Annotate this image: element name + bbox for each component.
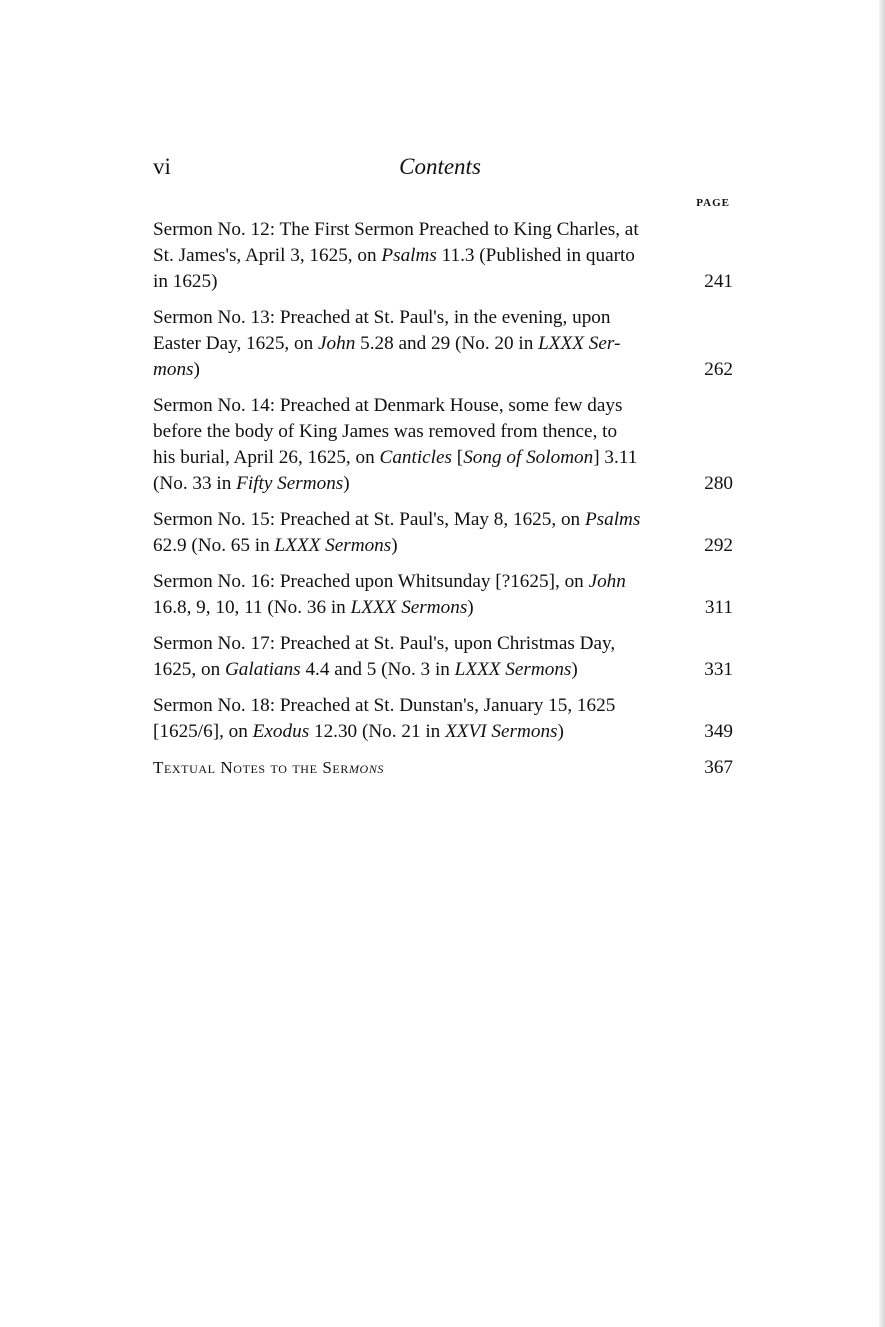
toc-entry — [153, 507, 733, 559]
toc-entry-line: Sermon No. 12: The First Sermon Preached to King Charles, at — [153, 219, 639, 240]
toc-entry-page-number: 241 — [704, 271, 733, 292]
table-of-contents — [153, 217, 733, 791]
toc-entry — [153, 693, 733, 745]
toc-entry-line: 16.8, 9, 10, 11 (No. 36 in LXXX Sermons) — [153, 597, 474, 618]
toc-entry — [153, 305, 733, 383]
toc-entry-line: 62.9 (No. 65 in LXXX Sermons) — [153, 535, 398, 556]
toc-entry-line: Sermon No. 13: Preached at St. Paul's, in the evening, upon — [153, 307, 611, 328]
toc-entry-line: 1625, on Galatians 4.4 and 5 (No. 3 in LXXX Sermons) — [153, 659, 578, 680]
toc-entry — [153, 393, 733, 497]
toc-entry-title — [153, 393, 704, 497]
toc-entry-title — [153, 305, 704, 383]
page-edge-shadow — [879, 0, 885, 1327]
toc-entry — [153, 569, 733, 621]
toc-entry-line: [1625/6], on Exodus 12.30 (No. 21 in XXVI Sermons) — [153, 721, 564, 742]
toc-entry-page-number: 311 — [704, 597, 733, 618]
toc-entry-line: before the body of King James was removed from thence, to — [153, 421, 618, 442]
toc-entry-page-number: 292 — [704, 535, 733, 556]
toc-entry-page-number: 331 — [704, 659, 733, 680]
toc-entry-page-number: 280 — [704, 473, 733, 494]
toc-entry-line: Sermon No. 14: Preached at Denmark House, some few days — [153, 395, 623, 416]
toc-entry-line: in 1625) — [153, 271, 218, 292]
toc-entry-page-number: 262 — [704, 359, 733, 380]
toc-entry — [153, 217, 733, 295]
toc-entry-line: his burial, April 26, 1625, on Canticles [Song of Solomon] 3.11 — [153, 447, 638, 468]
toc-entry-title — [153, 217, 704, 295]
toc-entry-title — [153, 507, 704, 559]
page-title: Contents — [399, 154, 481, 179]
toc-entry-page-number: 367 — [704, 757, 733, 778]
toc-entry — [153, 631, 733, 683]
toc-entry-title — [153, 569, 704, 621]
toc-entry-line: Sermon No. 18: Preached at St. Dunstan's, January 15, 1625 — [153, 695, 616, 716]
toc-entry-title — [153, 755, 704, 781]
toc-entry — [153, 755, 733, 781]
toc-entry-line: mons) — [153, 359, 200, 380]
toc-entry-line: St. James's, April 3, 1625, on Psalms 11.3 (Published in quarto — [153, 245, 635, 266]
toc-entry-title — [153, 693, 704, 745]
toc-entry-page-number: 349 — [704, 721, 733, 742]
page-column-label: PAGE — [696, 197, 730, 209]
toc-entry-line: Sermon No. 16: Preached upon Whitsunday [?1625], on John — [153, 571, 626, 592]
toc-entry-line: Easter Day, 1625, on John 5.28 and 29 (No. 20 in LXXX Ser- — [153, 333, 621, 354]
page-number: vi — [153, 154, 171, 179]
toc-entry-line: (No. 33 in Fifty Sermons) — [153, 473, 350, 494]
toc-entry-line: Sermon No. 15: Preached at St. Paul's, May 8, 1625, on Psalms — [153, 509, 641, 530]
toc-entry-line: Sermon No. 17: Preached at St. Paul's, upon Christmas Day, — [153, 633, 616, 654]
toc-entry-line: Textual Notes to the Sermons — [153, 758, 385, 777]
toc-entry-title — [153, 631, 704, 683]
